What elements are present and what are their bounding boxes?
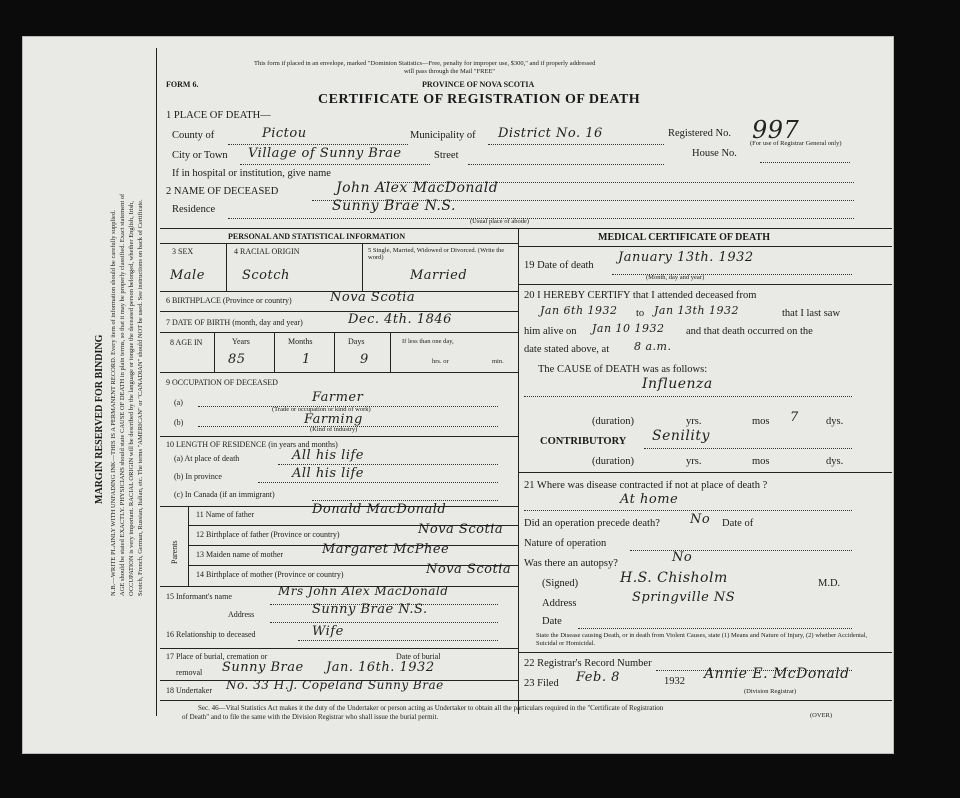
death-time: 8 a.m. bbox=[634, 340, 672, 353]
deceased-name: John Alex MacDonald bbox=[336, 180, 499, 196]
to-label: to bbox=[636, 308, 645, 319]
racial-value: Scotch bbox=[242, 268, 290, 283]
months-label: Months bbox=[288, 337, 313, 346]
dod-label: 19 Date of death bbox=[524, 260, 594, 271]
undertaker-value: No. 33 H.J. Copeland Sunny Brae bbox=[226, 678, 444, 692]
physician-address: Springville NS bbox=[632, 590, 736, 605]
margin-note-3: OCCUPATION is very important. RACIAL ORIGIN will be described by the language or tongue the deceased person belonged, whether English, Irish, bbox=[128, 201, 135, 596]
sex-label: 3 SEX bbox=[172, 247, 194, 256]
binding-border bbox=[156, 48, 157, 716]
informant-label: 15 Informant's name bbox=[166, 592, 232, 601]
md-label: M.D. bbox=[818, 578, 841, 589]
certificate-title: CERTIFICATE OF REGISTRATION OF DEATH bbox=[318, 92, 641, 107]
residence-length-label: 10 LENGTH OF RESIDENCE (in years and months) bbox=[166, 440, 338, 449]
duration-label-1: (duration) bbox=[592, 416, 634, 427]
last-saw-label: that I last saw bbox=[782, 308, 841, 319]
column-divider bbox=[518, 228, 519, 714]
footer-line-1: Sec. 46—Vital Statistics Act makes it the duty of the Undertaker or person acting as Undertaker to obtain all the particulars required in the "Certificate of Registration bbox=[198, 704, 664, 712]
min-label: min. bbox=[492, 358, 504, 365]
removal-label: removal bbox=[176, 668, 203, 677]
form-number: FORM 6. bbox=[166, 80, 199, 89]
duration-days: 7 bbox=[790, 410, 799, 425]
municipality-value: District No. 16 bbox=[498, 126, 603, 141]
medical-footnote: State the Disease causing Death, or in death from Violent Causes, state (1) Means and Nature of Injury, (2) whether Accidental, Suicidal or Homicidal. bbox=[536, 632, 868, 647]
q23-label: 23 Filed bbox=[524, 678, 559, 689]
margin-note-2: AGE should be stated EXACTLY. PHYSICIANS should state CAUSE OF DEATH in plain terms, so that it may be properly classified. Exact statement of bbox=[119, 193, 126, 596]
certificate-page bbox=[22, 36, 894, 754]
physician-signature: H.S. Chisholm bbox=[620, 570, 728, 586]
undertaker-label: 18 Undertaker bbox=[166, 686, 212, 695]
registered-note: (For use of Registrar General only) bbox=[750, 140, 842, 147]
residence-note: (Usual place of abode) bbox=[470, 218, 530, 225]
municipality-label: Municipality of bbox=[410, 130, 476, 141]
relationship-label: 16 Relationship to deceased bbox=[166, 630, 256, 639]
burial-label: 17 Place of burial, cremation or bbox=[166, 652, 268, 661]
autopsy-label: Was there an autopsy? bbox=[524, 558, 618, 569]
marital-label: 5 Single, Married, Widowed or Divorced. (Write the word) bbox=[368, 247, 505, 261]
birthplace-value: Nova Scotia bbox=[330, 290, 416, 305]
alive-value: Jan 10 1932 bbox=[592, 322, 665, 335]
physician-date-label: Date bbox=[542, 616, 562, 627]
cause-value: Influenza bbox=[642, 376, 713, 392]
father-birthplace-label: 12 Birthplace of father (Province or country) bbox=[196, 530, 340, 539]
duration-label-2: (duration) bbox=[592, 456, 634, 467]
days-label: Days bbox=[348, 337, 365, 346]
years-label: Years bbox=[232, 337, 250, 346]
occurred-label: and that death occurred on the bbox=[686, 326, 813, 337]
medical-heading: MEDICAL CERTIFICATE OF DEATH bbox=[598, 232, 770, 243]
operation-label: Did an operation precede death? bbox=[524, 518, 660, 529]
mother-value: Margaret McPhee bbox=[322, 542, 450, 557]
occupation-a-note: (Trade or occupation or kind of work) bbox=[272, 406, 371, 413]
res-c-label: (c) In Canada (if an immigrant) bbox=[174, 490, 275, 499]
mother-birthplace-value: Nova Scotia bbox=[426, 562, 512, 577]
physician-address-label: Address bbox=[542, 598, 577, 609]
personal-heading: PERSONAL AND STATISTICAL INFORMATION bbox=[228, 232, 406, 241]
racial-label: 4 RACIAL ORIGIN bbox=[234, 247, 300, 256]
father-label: 11 Name of father bbox=[196, 510, 255, 519]
birthplace-label: 6 BIRTHPLACE (Province or country) bbox=[166, 296, 292, 305]
mos-label-1: mos bbox=[752, 416, 770, 427]
over-label: (OVER) bbox=[810, 712, 833, 719]
occupation-b-note: (Kind of industry) bbox=[310, 426, 358, 433]
signed-label: (Signed) bbox=[542, 578, 579, 589]
residence-value: Sunny Brae N.S. bbox=[332, 198, 456, 214]
mother-label: 13 Maiden name of mother bbox=[196, 550, 284, 559]
hrs-label: hrs. or bbox=[432, 358, 449, 365]
res-a-value: All his life bbox=[292, 448, 364, 463]
res-b-label: (b) In province bbox=[174, 472, 222, 481]
marital-value: Married bbox=[410, 268, 468, 283]
county-value: Pictou bbox=[262, 126, 307, 141]
operation-value: No bbox=[690, 512, 711, 527]
mos-label-2: mos bbox=[752, 456, 770, 467]
age-label: 8 AGE IN bbox=[170, 338, 203, 347]
place-heading: 1 PLACE OF DEATH— bbox=[166, 110, 271, 121]
nature-label: Nature of operation bbox=[524, 538, 607, 549]
relationship-value: Wife bbox=[312, 624, 344, 639]
less-than-day-label: If less than one day, bbox=[402, 338, 454, 345]
occupation-b-value: Farming bbox=[304, 412, 363, 427]
name-label: 2 NAME OF DECEASED bbox=[166, 186, 279, 197]
sex-value: Male bbox=[170, 268, 205, 283]
age-months: 1 bbox=[302, 352, 311, 367]
certify-label: 20 I HEREBY CERTIFY that I attended deceased from bbox=[524, 290, 757, 301]
q22-label: 22 Registrar's Record Number bbox=[524, 658, 652, 669]
filed-date: Feb. 8 bbox=[576, 670, 620, 685]
dob-label: 7 DATE OF BIRTH (month, day and year) bbox=[166, 318, 303, 327]
age-days: 9 bbox=[360, 352, 369, 367]
father-birthplace-value: Nova Scotia bbox=[418, 522, 504, 537]
dys-label-1: dys. bbox=[826, 416, 844, 427]
registrar-note: (Division Registrar) bbox=[744, 688, 797, 695]
father-value: Donald MacDonald bbox=[312, 502, 447, 517]
mail-notice-1: This form if placed in an envelope, marked "Dominion Statistics—Free, penalty for improper use, $300," and if properly addressed bbox=[254, 60, 596, 67]
res-b-value: All his life bbox=[292, 466, 364, 481]
city-value: Village of Sunny Brae bbox=[248, 146, 402, 161]
yrs-label-1: yrs. bbox=[686, 416, 702, 427]
dys-label-2: dys. bbox=[826, 456, 844, 467]
registered-label: Registered No. bbox=[668, 128, 731, 139]
margin-note-1: N.B.—WRITE PLAINLY WITH UNFADING INK—THIS IS A PERMANENT RECORD. Every item of information should be carefully supplied. bbox=[110, 210, 117, 596]
occupation-a-value: Farmer bbox=[312, 390, 364, 405]
res-a-label: (a) At place of death bbox=[174, 454, 240, 463]
contributory-label: CONTRIBUTORY bbox=[540, 436, 627, 447]
residence-label: Residence bbox=[172, 204, 216, 215]
q21-value: At home bbox=[620, 492, 679, 507]
date-stated-label: date stated above, at bbox=[524, 344, 610, 355]
registrar-signature: Annie E. McDonald bbox=[704, 666, 850, 682]
city-label: City or Town bbox=[172, 150, 228, 161]
street-label: Street bbox=[434, 150, 459, 161]
burial-date: Jan. 16th. 1932 bbox=[326, 660, 435, 675]
footer-line-2: of Death" and to file the same with the Division Registrar who shall issue the burial permit. bbox=[182, 713, 439, 721]
informant-address-value: Sunny Brae N.S. bbox=[312, 602, 428, 617]
age-years: 85 bbox=[228, 352, 246, 367]
informant-value: Mrs John Alex MacDonald bbox=[278, 584, 449, 598]
occupation-b-label: (b) bbox=[174, 418, 184, 427]
date-of-label: Date of bbox=[722, 518, 754, 529]
yrs-label-2: yrs. bbox=[686, 456, 702, 467]
burial-place: Sunny Brae bbox=[222, 660, 304, 675]
occupation-a-label: (a) bbox=[174, 398, 183, 407]
parents-label: Parents bbox=[170, 540, 179, 564]
province-title: PROVINCE OF NOVA SCOTIA bbox=[422, 80, 535, 89]
informant-address-label: Address bbox=[228, 610, 255, 619]
burial-date-label: Date of burial bbox=[396, 652, 441, 661]
contributory-value: Senility bbox=[652, 428, 710, 444]
house-label: House No. bbox=[692, 148, 737, 159]
dod-value: January 13th. 1932 bbox=[618, 250, 754, 265]
mail-notice-2: will pass through the Mail "FREE" bbox=[404, 68, 496, 75]
margin-note-4: Scotch, French, German, Russian, Italian, etc. The terms "AMERICAN" or "CANADIAN" should NOT be used. See instructions on back of Certificate. bbox=[137, 199, 144, 596]
margin-binding: MARGIN RESERVED FOR BINDING bbox=[94, 334, 105, 504]
dob-value: Dec. 4th. 1846 bbox=[348, 312, 452, 327]
dod-note: (Month, day and year) bbox=[646, 274, 705, 281]
hospital-label: If in hospital or institution, give name bbox=[172, 168, 331, 179]
filed-year: 1932 bbox=[664, 676, 685, 687]
autopsy-value: No bbox=[672, 550, 693, 565]
registered-number: 997 bbox=[752, 116, 800, 144]
occupation-label: 9 OCCUPATION OF DECEASED bbox=[166, 378, 278, 387]
attended-to: Jan 13th 1932 bbox=[654, 304, 740, 317]
attended-from: Jan 6th 1932 bbox=[540, 304, 618, 317]
cause-label: The CAUSE of DEATH was as follows: bbox=[538, 364, 708, 375]
mother-birthplace-label: 14 Birthplace of mother (Province or country) bbox=[196, 570, 344, 579]
alive-label: him alive on bbox=[524, 326, 577, 337]
county-label: County of bbox=[172, 130, 215, 141]
q21-label: 21 Where was disease contracted if not at place of death ? bbox=[524, 480, 768, 491]
